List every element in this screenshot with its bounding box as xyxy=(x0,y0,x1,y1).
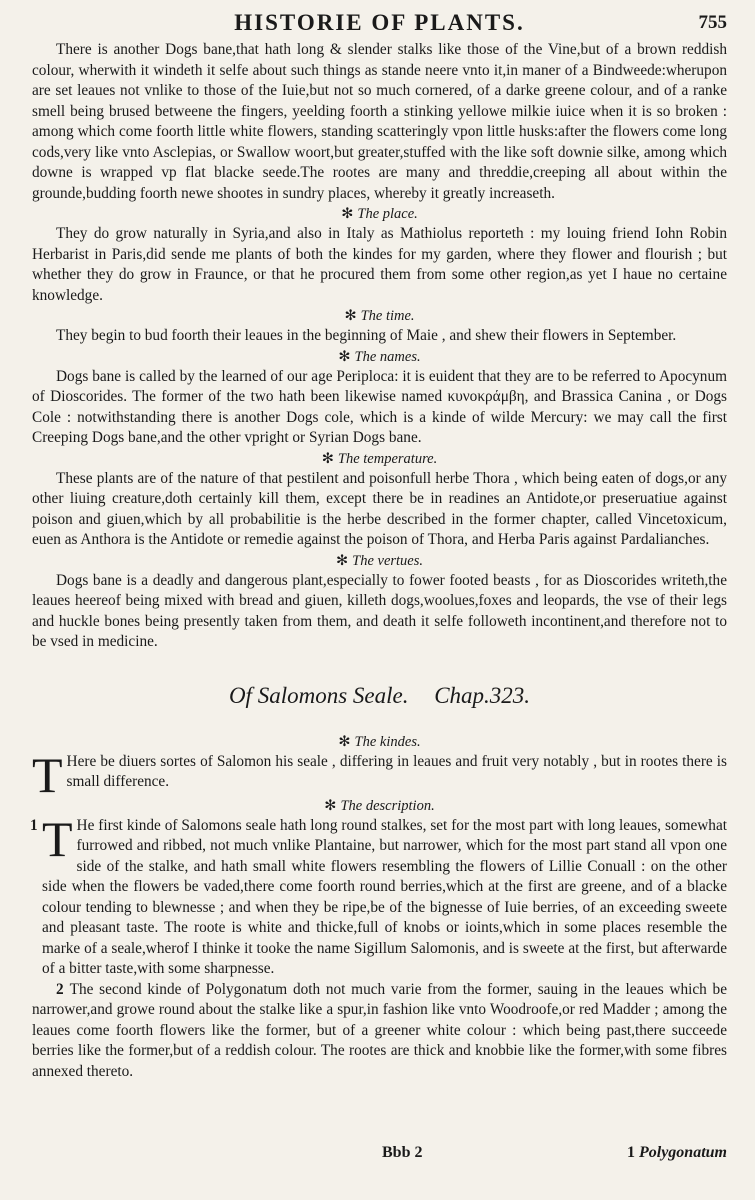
heading-vertues: ✻ The vertues. xyxy=(335,552,424,569)
asterism-icon: ✻ xyxy=(335,552,349,569)
heading-names: ✻ The names. xyxy=(338,348,421,365)
paragraph-vertues: Dogs bane is a deadly and dangerous plant,especially to fower footed beasts , for as Dioscorides writeth,the leaues heereof being mixed with bread and giuen, killeth dogs,woolues,foxes and leopards, the vse of their legs and huckle bones being presently taken from them, and death it selfe followeth incontinent,and therefore not to be vsed in medicine. xyxy=(32,571,727,650)
paragraph-place: They do grow naturally in Syria,and also in Italy as Mathiolus reporteth : my louing friend Iohn Robin Herbarist in Paris,did sende me plants of both the kindes for my garden, where they flower and flourish ; but whether they do grow in Fraunce, or that he procured them from some other region,as yet I haue no certaine knowledge. xyxy=(32,225,727,304)
paragraph-time: They begin to bud foorth their leaues in the beginning of Maie , and shew their flowers in September. xyxy=(56,327,677,344)
heading-kindes: ✻ The kindes. xyxy=(338,733,421,750)
margin-number: 2 xyxy=(56,980,64,998)
chapter-number: Chap.323. xyxy=(434,682,531,708)
asterism-icon: ✻ xyxy=(338,348,351,365)
drop-cap: T xyxy=(42,810,73,867)
heading-time: ✻ The time. xyxy=(344,308,415,324)
page-number: 755 xyxy=(698,12,727,33)
asterism-icon: ✻ xyxy=(338,733,351,750)
chapter-heading xyxy=(32,683,727,709)
page-footer xyxy=(32,1144,727,1168)
paragraph-description-1: 1 T He first kinde of Salomons seale hath long round stalkes, set for the most part with long leaues, somewhat furrowed and ribbed, not much vnlike Plantaine, but narrower, which for the most part stand all vpon one side of the stalke, and hath small white flowers resembling the flowers of Lillie Conuall : on the other side when the flowers be vaded,there come foorth round berries,which at the first are greene, and of a blacke colour tending to blewnesse ; and when they be ripe,be of the bignesse of Iuie berries, of an exceeding sweete and pleasant taste. The roote is white and thicke,full of knobs or ioints,which in some places resemble the marke of a seale,wherof I thinke it tooke the name Sigillum Salomonis, and is sweete at the first, but afterwarde of a bitter taste,with some sharpnesse. xyxy=(30,810,727,977)
asterism-icon: ✻ xyxy=(341,206,354,222)
paragraph-intro: There is another Dogs bane,that hath long & slender stalks like those of the Vine,but of a brown reddish colour, wherwith it windeth it selfe about such things as stande neere vnto it,in maner of a Bindweede:wherupon are set leaues not vnlike to those of the Iuie,but not so much cornered, of a darke greene colour, and of a ranke smell being brused betweene the fingers, yeelding foorth a stinking yellowe milkie iuice when it is so broken : among which come foorth little white flowers, standing scatteringly vpon little husks:after the flowers come long cods,very like vnto Asclepias, or Swallow woort,but greater,stuffed with the like soft downie silke, among which downe is wrapped vp flat blacke seede.The rootes are many and threddie,creeping all about within the grounde,budding foorth newe shootes in sundry places, whereby it greatly increaseth. xyxy=(32,41,727,202)
paragraph-description-2: 2 The second kinde of Polygonatum doth not much varie from the former, sauing in the leaues which be narrower,and growe round about the stalke like a spur,in fashion like vnto Woodroofe,or red Madder ; among the leaues come foorth flowers like the former, but of a greener white colour : which being past,there succeede berries like the former,but of a reddish colour. The rootes are thick and knobbie like the former,with some fibres annexed thereto. xyxy=(32,980,727,1080)
running-title: HISTORIE OF PLANTS. xyxy=(234,10,525,35)
paragraph-names: Dogs bane is called by the learned of our age Periploca: it is euident that they are to be referred to Apocynum of Dioscorides. The former of the two hath been likewise named κυνοκράμβη, and Brassica Canina , or Dogs Cole : notwithstanding there is another Dogs cole, which is a kinde of wilde Mercury: we may call the first Creeping Dogs bane,and the other vpright or Syrian Dogs bane. xyxy=(32,367,727,446)
asterism-icon: ✻ xyxy=(344,308,357,324)
paragraph-kindes: T Here be diuers sortes of Salomon his seale , differing in leaues and fruit very notably , but in rootes there is small difference. xyxy=(32,746,727,803)
running-head xyxy=(32,0,727,40)
heading-temperature: ✻ The temperature. xyxy=(321,450,438,467)
signature-mark: Bbb 2 xyxy=(382,1144,423,1161)
catchword: 1 Polygonatum xyxy=(626,1144,727,1161)
heading-description: ✻ The description. xyxy=(324,797,435,814)
asterism-icon: ✻ xyxy=(324,797,337,814)
section-salomons-seale xyxy=(32,733,727,1083)
paragraph-temperature: These plants are of the nature of that pestilent and poisonfull herbe Thora , which being eaten of dogs,or any other liuing creature,doth certainly kill them, except there be in readines an Antidote,or preseruatiue against poison and giuen,which by all probabilitie is the herbe described in the former chapter, called Vincetoxicum, euen as Anthora is the Antidote or remedie against the poison of Thora, and Herba Paris against Pardalianches. xyxy=(32,469,727,548)
asterism-icon: ✻ xyxy=(321,450,334,467)
heading-place: ✻ The place. xyxy=(341,206,418,222)
chapter-title: Of Salomons Seale. xyxy=(228,682,409,708)
section-dogs-bane xyxy=(32,40,727,653)
margin-number: 1 xyxy=(30,816,38,834)
drop-cap: T xyxy=(32,746,63,803)
